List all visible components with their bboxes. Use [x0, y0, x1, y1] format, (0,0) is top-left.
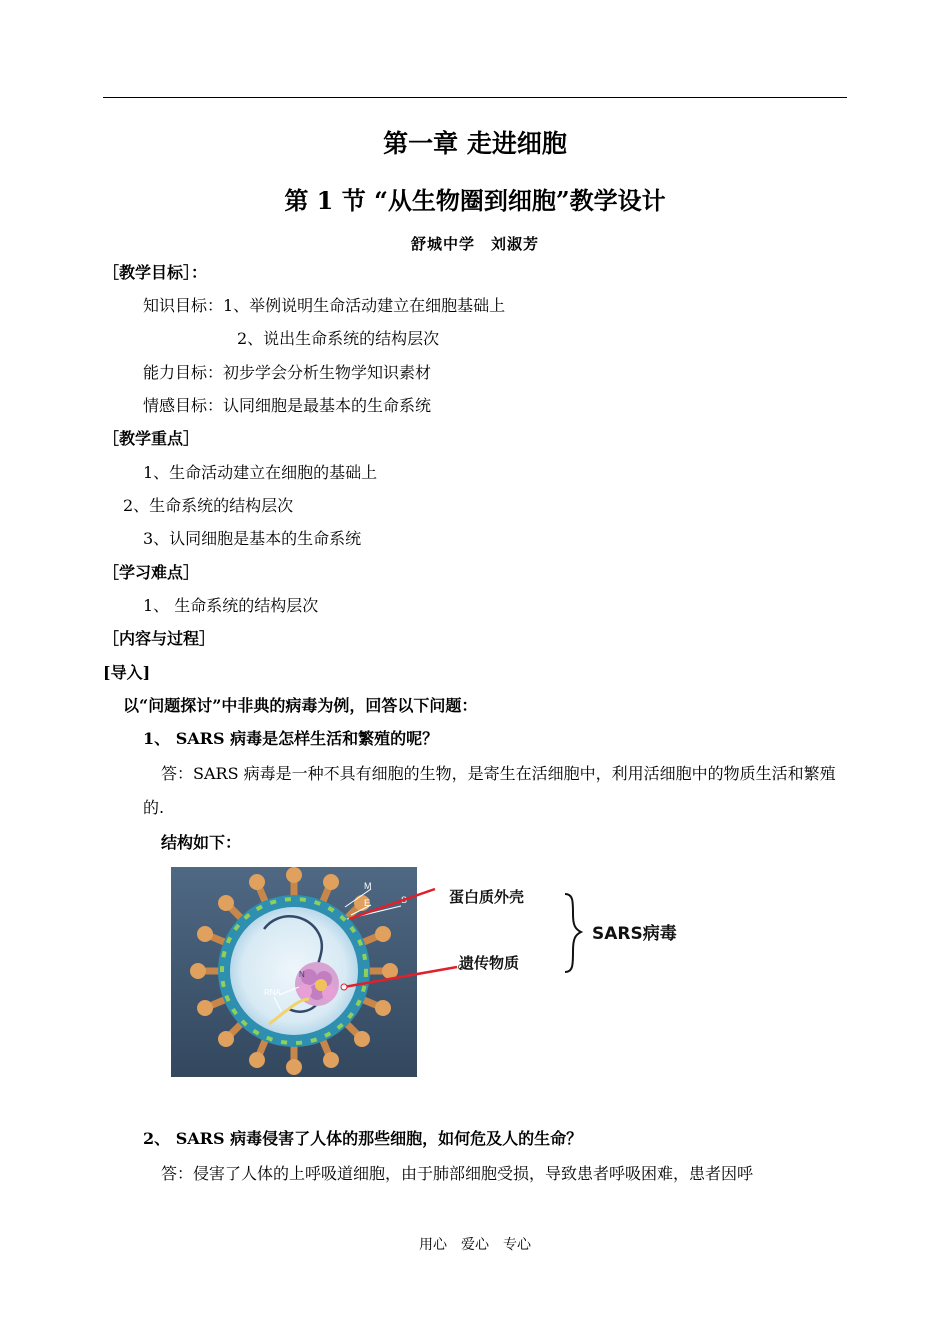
sars-structure-figure	[159, 859, 703, 1077]
emotion-goal: 情感目标：认同细胞是最基本的生命系统	[143, 396, 432, 415]
label-rna: RNA	[264, 988, 281, 997]
structure-label: 结构如下：	[161, 833, 242, 852]
process-heading: ［内容与过程］	[103, 629, 216, 648]
answer-2: 答：侵害了人体的上呼吸道细胞，由于肺部细胞受损，导致患者呼吸困难，患者因呼	[161, 1164, 754, 1183]
label-e: E	[364, 898, 371, 908]
difficulties-heading: ［学习难点］	[103, 563, 200, 582]
chapter-title: 第一章 走进细胞	[383, 129, 567, 158]
intro-heading: [导入]	[103, 663, 151, 682]
author: 舒城中学 刘淑芳	[410, 235, 539, 253]
label-m: M	[364, 881, 372, 891]
label-genetic-material: 遗传物质	[459, 954, 520, 972]
knowledge-goal-2: 2、说出生命系统的结构层次	[237, 329, 440, 348]
intro-lead: 以“问题探讨”中非典的病毒为例，回答以下问题：	[123, 696, 478, 715]
pointer-genetic-end	[341, 984, 347, 990]
difficulty-item: 1、 生命系统的结构层次	[143, 596, 319, 615]
question-1: 1、 SARS 病毒是怎样生活和繁殖的呢？	[143, 729, 439, 748]
viral-interior	[230, 907, 358, 1035]
page-footer: 用心 爱心 专心	[419, 1237, 531, 1253]
header-rule	[103, 97, 847, 98]
label-n: N	[299, 970, 305, 979]
ability-goal: 能力目标：初步学会分析生物学知识素材	[143, 363, 432, 382]
answer-1: 答：SARS 病毒是一种不具有细胞的生物，是寄生在活细胞中，利用活细胞中的物质生活和繁殖的.	[143, 764, 836, 817]
key-point-item: 2、生命系统的结构层次	[123, 496, 294, 515]
question-2: 2、 SARS 病毒侵害了人体的那些细胞，如何危及人的生命？	[143, 1129, 583, 1148]
section-title: 第 1 节 “从生物圈到细胞”教学设计	[284, 186, 666, 215]
sars-virus-illustration	[159, 859, 703, 1077]
key-point-item: 1、生命活动建立在细胞的基础上	[143, 463, 378, 482]
goals-heading: ［教学目标］：	[103, 263, 208, 282]
key-points-heading: ［教学重点］	[103, 429, 200, 448]
brace	[565, 894, 581, 972]
label-protein-coat: 蛋白质外壳	[449, 888, 525, 906]
label-sars-virus: SARS病毒	[592, 924, 677, 944]
key-point-item: 3、认同细胞是基本的生命系统	[143, 529, 362, 548]
knowledge-goal-1: 知识目标：1、举例说明生命活动建立在细胞基础上	[143, 296, 506, 315]
